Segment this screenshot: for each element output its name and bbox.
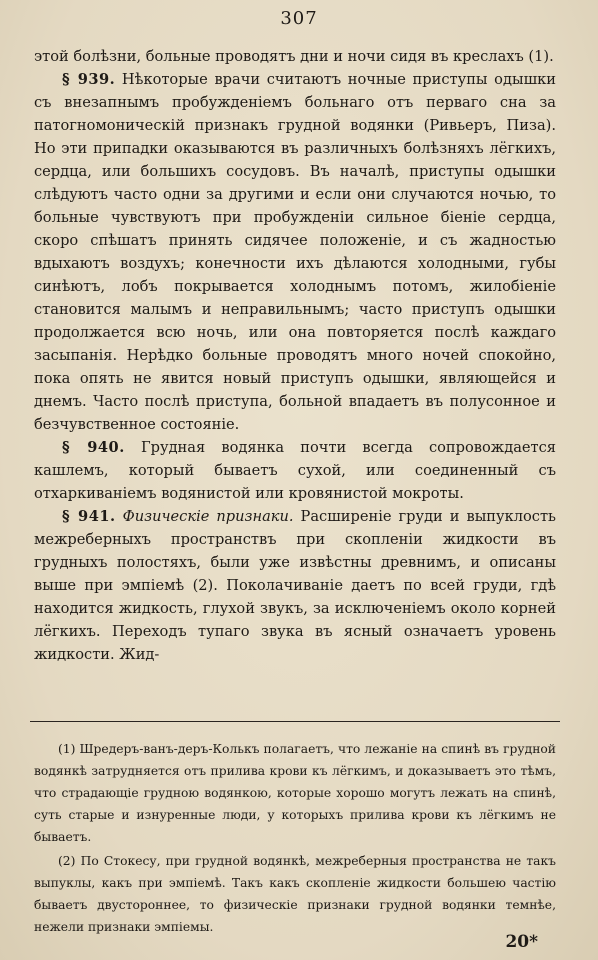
paragraph-941 <box>34 505 556 666</box>
page-number: 307 <box>280 8 318 29</box>
paragraph-text: Грудная водянка почти всегда сопровождается кашлемъ, который бываетъ сухой, или соединенный съ отхаркиваніемъ водянистой или кровянистой мокроты. <box>34 439 556 502</box>
paragraph-940 <box>34 436 556 505</box>
paragraph-text: Расширеніе груди и выпуклость межреберныхъ пространствъ при скопленіи жидкости въ грудныхъ полостяхъ, были уже извѣстны древнимъ, и описаны выше при эмпіемѣ (2). Поколачиваніе даетъ по всей груди, гдѣ находится жидкость, глухой звукъ, за исключеніемъ около корней лёгкихъ. Переходъ тупаго звука въ ясный означаетъ уровень жидкости. Жид- <box>34 508 556 663</box>
main-text <box>34 45 556 666</box>
paragraph-939 <box>34 68 556 436</box>
paragraph-continuation <box>34 45 556 68</box>
section-number: § 939. <box>62 71 116 88</box>
footnote-divider <box>30 721 560 722</box>
paragraph-text: Нѣкоторые врачи считаютъ ночные приступы одышки съ внезапнымъ пробужденіемъ больнаго отъ перваго сна за патогномоническій признакъ грудной водянки (Ривьеръ, Пиза). Но эти припадки оказываются въ различныхъ болѣзняхъ лёгкихъ, сердца, или большихъ сосудовъ. Въ началѣ, приступы одышки слѣдуютъ часто одни за другими и если они случаются ночью, то больные чувствуютъ при пробужденіи сильное біеніе сердца, скоро спѣшатъ принять сидячее положеніе, и съ жадностью вдыхаютъ воздухъ; конечности ихъ дѣлаются холодными, губы синѣютъ, лобъ покрывается холоднымъ потомъ, жилобіеніе становится малымъ и неправильнымъ; часто приступъ одышки продолжается всю ночь, или она повторяется послѣ каждаго засыпанія. Нерѣдко больные проводятъ много ночей спокойно, пока опять не явится новый приступъ одышки, являющейся и днемъ. Часто послѣ приступа, больной впадаетъ въ полусонное и безчувственное состояніе. <box>34 71 556 433</box>
section-number: § 940. <box>62 439 125 456</box>
paragraph-text: этой болѣзни, больные проводятъ дни и ночи сидя въ креслахъ (1). <box>34 48 554 65</box>
footnotes <box>34 738 556 940</box>
section-heading-italic: Физическіе признаки. <box>122 508 294 525</box>
footnote-2: (2) По Стокесу, при грудной водянкѣ, межреберныя пространства не такъ выпуклы, какъ при эмпіемѣ. Такъ какъ скопленіе жидкости большею частію бываетъ двустороннее, то физическіе признаки грудной водянки темнѣе, нежели признаки эмпіемы. <box>34 854 556 934</box>
signature-mark: 20* <box>505 932 538 952</box>
footnote-1: (1) Шредеръ-ванъ-деръ-Колькъ полагаетъ, что лежаніе на спинѣ въ грудной водянкѣ затрудняется отъ прилива крови къ лёгкимъ, и доказываетъ это тѣмъ, что страдающіе грудною водянкою, которые хорошо могутъ лежать на спинѣ, суть старые и изнуренные люди, у которыхъ прилива крови къ лёгкимъ не бываетъ. <box>34 742 556 844</box>
section-number: § 941. <box>62 508 116 525</box>
